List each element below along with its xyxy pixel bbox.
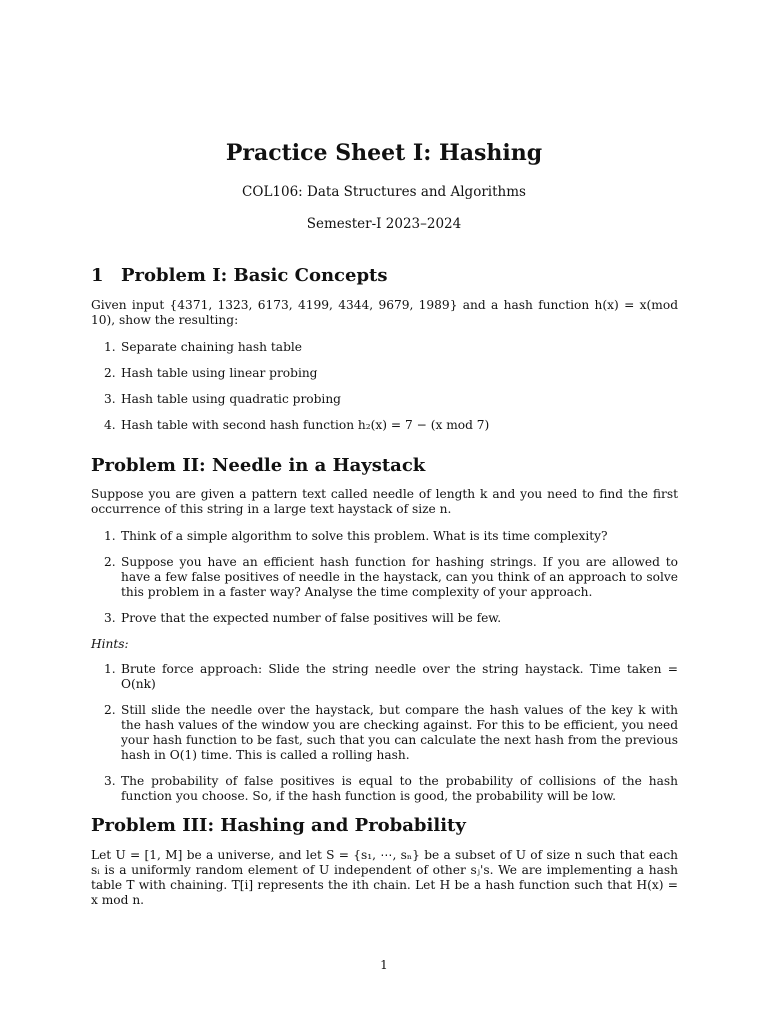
section-1-intro: Given input {4371, 1323, 6173, 4199, 4344, 9679, 1989} and a hash function h(x) = x(mod 10), show the resulting: — [91, 298, 678, 327]
list-item: 2. Still slide the needle over the haystack, but compare the hash values of the key k with the hash values of the window you are checking against. For this to be efficient, you need your hash function to be fast, such that you can calculate the next hash from the previous hash in O(1) time. This is called a rolling hash. — [104, 703, 678, 762]
list-item: 3. Hash table using quadratic probing — [104, 392, 341, 406]
list-item-text: Prove that the expected number of false positives will be few. — [121, 611, 502, 625]
title-block — [0, 139, 768, 233]
list-item-text: Brute force approach: Slide the string needle over the string haystack. Time taken = O(nk) — [121, 662, 678, 691]
hints-list — [91, 662, 678, 804]
list-item-text: Separate chaining hash table — [121, 340, 302, 354]
section-2-list — [91, 529, 678, 626]
list-item-text: The probability of false positives is equal to the probability of collisions of the hash function you choose. So, if the hash function is good, the probability will be low. — [121, 774, 678, 803]
list-item-text: Hash table using quadratic probing — [121, 392, 341, 406]
section-2-intro: Suppose you are given a pattern text called needle of length k and you need to find the first occurrence of this string in a large text haystack of size n. — [91, 487, 678, 516]
section-2-heading: Problem II: Needle in a Haystack — [91, 455, 426, 476]
section-1-list — [91, 340, 678, 433]
page-number: 1 — [380, 958, 388, 972]
section-1-heading — [91, 264, 387, 288]
list-item-text: Still slide the needle over the haystack, but compare the hash values of the key k with the hash values of the window you are checking against. For this to be efficient, you need your hash function to be fast, such that you can calculate the next hash from the previous hash in O(1) time. This is called a rolling hash. — [121, 703, 678, 762]
list-item: 1. Separate chaining hash table — [104, 340, 302, 354]
section-1-title: Problem I: Basic Concepts — [121, 265, 388, 286]
list-item: 3. The probability of false positives is equal to the probability of collisions of the hash function you choose. So, if the hash function is good, the probability will be low. — [104, 774, 678, 803]
list-item: 2. Suppose you have an efficient hash function for hashing strings. If you are allowed to have a few false positives of needle in the haystack, can you think of an approach to solve this problem in a faster way? Analyse the time complexity of your approach. — [104, 555, 678, 599]
course-name: COL106: Data Structures and Algorithms — [242, 184, 526, 200]
list-item: 1. Brute force approach: Slide the string needle over the string haystack. Time taken = O(nk) — [104, 662, 678, 691]
page-title: Practice Sheet I: Hashing — [225, 140, 543, 166]
list-item-text: Suppose you have an efficient hash function for hashing strings. If you are allowed to have a few false positives of needle in the haystack, can you think of an approach to solve this problem in a faster way? Analyse the time complexity of your approach. — [121, 555, 678, 599]
section-3-intro: Let U = [1, M] be a universe, and let S = {s₁, ⋯, sₙ} be a subset of U of size n such that each sᵢ is a uniformly random element of U independent of other sⱼ's. We are implementing a hash table T with chaining. T[i] represents the ith chain. Let H be a hash function such that H(x) = x mod n. — [91, 848, 678, 907]
list-item-text: Hash table using linear probing — [121, 366, 318, 380]
list-item: 4. Hash table with second hash function h₂(x) = 7 − (x mod 7) — [104, 418, 490, 432]
section-1-number: 1 — [91, 265, 104, 286]
list-item: 1. Think of a simple algorithm to solve this problem. What is its time complexity? — [104, 529, 608, 543]
list-item: 3. Prove that the expected number of false positives will be few. — [104, 611, 502, 625]
hints-label: Hints: — [91, 637, 129, 651]
section-3-heading: Problem III: Hashing and Probability — [91, 815, 466, 836]
list-item-text: Think of a simple algorithm to solve this problem. What is its time complexity? — [121, 529, 608, 543]
list-item-text: Hash table with second hash function h₂(x) = 7 − (x mod 7) — [121, 418, 490, 432]
list-item: 2. Hash table using linear probing — [104, 366, 318, 380]
semester: Semester-I 2023–2024 — [306, 216, 462, 232]
